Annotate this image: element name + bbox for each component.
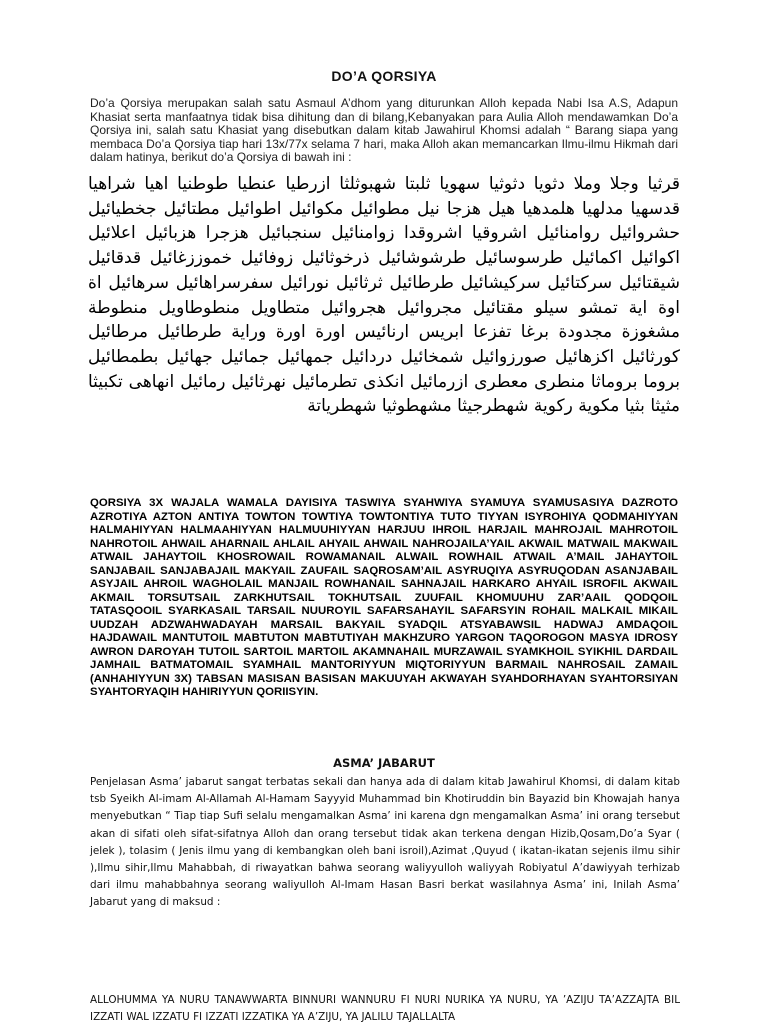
latin-transliteration: QORSIYA 3X WAJALA WAMALA DAYISIYA TASWIYA SYAHWIYA SYAMUYA SYAMUSASIYA DAZROTO AZROTIYA AZTON ANTIYA TOWTON TOWTIYA TOWTONTIYA TUTO TIYYAN ISYROHIYA QODMAHIYYAN HALMAHIYYAN HALMAAHIYYAN HALMUUHIYYAN HARJUU IHROIL HARJAIL MAHROJAIL MAHROTOIL NAHROTOIL AHWAIL AHARNAIL AHLAIL AHYAIL AHWAIL NAHROJAILA’YAIL AKWAIL MATWAIL MAKWAIL ATWAIL JAHAYTOIL KHOSROWAIL ROWAMANAIL ALWAIL ROWHAIL ATWAIL A’MAIL JAHAYTOIL SANJABAIL SANJABAJAIL MAKYAIL ZAUFAIL SAQROSAM’AIL ASYRUQIYA ASYRUQODAN ASANJABAIL ASYJAIL AHROIL WAGHOLAIL MANJAIL ROWHANAIL SAHNAJAIL HARKARO AHYAIL ISROFIL AKWAIL AKMAIL TORSUTSAIL ZARKHUTSAIL TOKHUTSAIL ZUUFAIL KHOMUUHU ZAR’AAIL QODQOIL TATASQOOIL SYARKASAIL TARSAIL NUUROYIL SAFARSAHAYIL SAFARSYIN ROHAIL MALKAIL MIKAIL UUDZAH ADZWAHWADAYAH MARSAIL BAKYAIL SYADQIL ATSYABAWSIL HADWAJ AMDAQOIL HAJDAWAIL MANTUTOIL MABTUTON MABTUTIYAH MAKHZURO YARGON TAQOROGON MASYA IDROSY AWRON DAROYAH TUTOIL SARTOIL MARTOIL AKAMNAHAIL MURZAWAIL SYAMKHOIL SYIKHIL DARDAIL JAMHAIL BATMATOMAIL SYAMHAIL MANTORIYYUN MIQTORIYYUN BARMAIL NAHROSAIL ZAMAIL (ANHAHIYYUN 3X) TABSAN MASISAN BASISAN MAKUUYAH AKWAYAH SYAHDORHAYAN SYAHTORSIYAN SYAHTORYAQIH HAHIRIYYUN QORIISYIN. (90, 497, 678, 698)
explanation-paragraph: Penjelasan Asma’ jabarut sangat terbatas sekali dan hanya ada di dalam kitab Jawahirul Khomsi, di dalam kitab tsb Syeikh Al-imam Al-Allamah Al-Hamam Sayyyid Muhammad bin Khotiruddin bin Bayazid bin Khowajah hanya menyebutkan “ Tiap tiap Sufi selalu mengamalkan Asma’ ini karena dgn mengamalkan Asma’ ini orang tersebut akan di sifati oleh sifat-sifatnya Alloh dan orang tersebut tidak akan terkena dengan Hizib,Qosam,Do’a Syar ( jelek ), tolasim ( Jenis ilmu yang di kembangkan oleh bani isroil),Azimat ,Quyud ( ikatan-ikatan sejenis ilmu sihir ),Ilmu sihir,Ilmu Mahabbah, di riwayatkan bahwa seorang waliyyulloh waliyyah Robiyatul A’dawiyyah terhizab dari ilmu mahabbahnya seorang waliyulloh Al-Imam Hasan Basri berkat wasilahnya Asma’ ini, Inilah Asma’ Jabarut yang di maksud : (90, 776, 680, 909)
arabic-prayer-text: قرثيا وجلا وملا دثويا دثوثيا سهويا ثلبتا شهبوثلثا ازرطيا عنطيا طوطنيا اهيا شراهيا قدسهيا مدلهيا هلمدهيا هيل هزجا نيل مطوائيل مكوائيل اطوائيل مطتائيل جخطيائيل حشروائيل روامنائيل اشروقيا اشروقدا زوامنائيل سنجبائيل هزجرا هزبائيل اعلائيل اكوائيل اكمائيل طرسوسائيل طرشوشائيل ذرخوثائيل زوفائيل خموززغائيل قدقائيل شيقتائيل سركتائيل سركيشائيل طرطائيل ثرثائيل نورائيل سفرسراهائيل سرهائيل اة اوة اية تمشو سيلو مقتائيل مجروائيل هجروائيل متطاويل منطوطاويل منطوطة مشغوزة مجدودة برغا تفزعا ابريس ارنائيس اورة اورة وراية طرطائيل مرطائيل كورثائيل اكزهائيل صورزوائيل شمخائيل دردائيل جمهائيل جمائيل جهائيل بطمطائيل بروما بروماثا منطرى معطرى ازرمائيل انكذى تطرمائيل نهرثائيل رمائيل انهاهى تكبيثا مثيثا بثيا مكوية ركوية شهطرجيثا مشهطوثيا شهطرياتة (88, 174, 680, 417)
prayer-paragraph: ALLOHUMMA YA NURU TANAWWARTA BINNURI WANNURU FI NURI NURIKA YA NURU, YA ’AZIJU TA’AZZAJTA BIL IZZATI WAL IZZATU FI IZZATI IZZATIKA YA A’ZIJU, YA JALILU TAJALLALTA (90, 994, 680, 1023)
doc-title: DO’A QORSIYA (331, 68, 437, 84)
section-title-asma-jabarut: ASMA’ JABARUT (333, 756, 435, 770)
intro-paragraph: Do’a Qorsiya merupakan salah satu Asmaul A’dhom yang diturunkan Alloh kepada Nabi Isa A.S, Adapun Khasiat serta manfaatnya tidak bisa dihitung dan di bilang,Kebanyakan para Aulia Alloh mendawamkan Do’a Qorsiya ini, salah satu Khasiat yang disebutkan dalam kitab Jawahirul Khomsi adalah “ Barang siapa yang membaca Do’a Qorsiya tiap hari 13x/77x selama 7 hari, maka Alloh akan memancarkan Ilmu-ilmu Hikmah dari dalam hatinya, berikut do’a Qorsiya di bawah ini : (90, 96, 678, 165)
